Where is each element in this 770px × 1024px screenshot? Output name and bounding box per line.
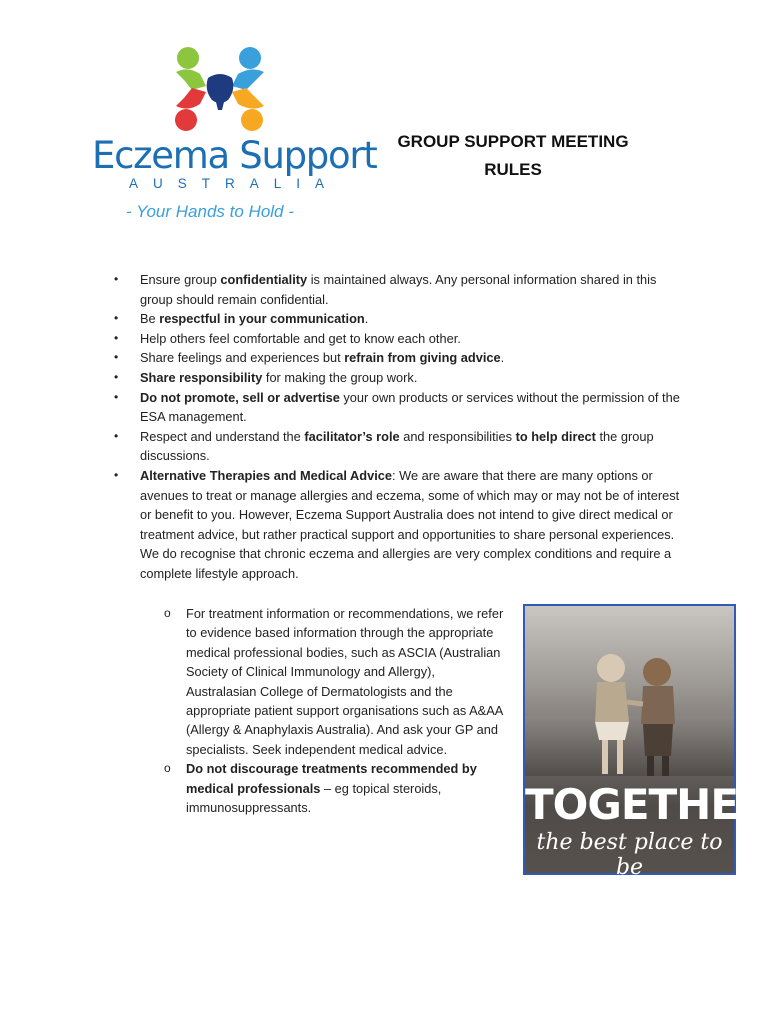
together-photo (523, 604, 770, 880)
logo-tagline: - Your Hands to Hold - (126, 202, 294, 221)
rule-text: Be (140, 311, 160, 327)
rule-no-promotion (112, 388, 682, 427)
rule-text: : We are aware that there are many options or avenues to treat or manage allergies and eczema, some of which may or may not be of interest or benefit to you. However, Eczema Support Australia does not intend to give direct medical or treatment advice, but rather practical support and opportunities to share personal experiences. We do recognise that chronic eczema and allergies are very complex conditions and require a complete lifestyle approach. (140, 467, 680, 581)
rule-help-others (112, 329, 682, 349)
bullet: • (114, 311, 119, 326)
bullet: • (114, 467, 119, 482)
subrule-do-not-discourage (164, 759, 508, 817)
subrule-emphasis: Do not discourage treatments recommended by medical professionals (186, 761, 477, 796)
rule-emphasis: to help direct (515, 428, 596, 444)
title-line-2: RULES (484, 160, 542, 179)
rule-emphasis: confidentiality (220, 272, 308, 287)
rule-text: Respect and understand the (140, 428, 305, 444)
rule-emphasis: Share responsibility (140, 369, 263, 385)
circle-bullet: o (164, 761, 171, 776)
rule-text: for making the group work. (262, 369, 418, 385)
rule-text: Ensure group (140, 272, 221, 287)
eczema-support-logo (92, 44, 377, 234)
rule-alternative-therapies (112, 466, 682, 584)
rule-text: . (500, 350, 505, 366)
rule-share-responsibility (112, 368, 682, 388)
bullet: • (114, 330, 119, 345)
circle-bullet: o (164, 606, 171, 620)
sub-rules-list (164, 604, 508, 817)
page-title (372, 128, 654, 184)
rule-text: Help others feel comfortable and get to know each other. (140, 330, 461, 346)
photo-caption-script: the best place to be (536, 830, 723, 880)
bullet: • (114, 428, 119, 443)
rule-text: your own products or services without the permission of the ESA management. (140, 389, 680, 425)
rule-share-feelings (112, 348, 682, 368)
rule-text: is maintained always. Any personal information shared in this group should remain confidential. (140, 272, 657, 307)
rule-facilitator (112, 427, 682, 466)
rule-text: and responsibilities (399, 428, 516, 444)
subrule-text: For treatment information or recommendations, we refer to evidence based information through the appropriate medical professional bodies, such as ASCIA (Australian Society of Clinical Immunology and Allergy), Australasian College of Dermatologists and the appropriate patient support organisations such as A&AA (Allergy & Anaphylaxis Australia). And ask your GP and specialists. Seek independent medical advice. (186, 606, 504, 757)
rules-list (112, 270, 682, 584)
rule-emphasis: Do not promote, sell or advertise (140, 389, 340, 405)
rule-text: . (364, 311, 369, 327)
subrule-text: – eg topical steroids, immunosuppressants. (186, 780, 442, 816)
bullet: • (114, 350, 119, 365)
logo-country: AUSTRALIA (129, 176, 340, 191)
rule-emphasis: respectful in your communication (159, 311, 365, 327)
rule-text: the group discussions. (140, 428, 654, 464)
logo-hands-icon (170, 44, 270, 134)
subrule-treatment-info (164, 604, 508, 759)
rule-emphasis: Alternative Therapies and Medical Advice (140, 467, 392, 483)
rule-respectful (112, 309, 682, 329)
bullet: • (114, 272, 119, 286)
rule-emphasis: refrain from giving advice (344, 350, 501, 366)
rule-emphasis: facilitator’s role (304, 428, 400, 444)
bullet: • (114, 389, 119, 404)
photo-caption-big: TOGETHER (525, 780, 770, 829)
bullet: • (114, 369, 119, 384)
logo-name: Eczema Support (92, 134, 377, 177)
rule-text: Share feelings and experiences but (140, 350, 345, 366)
title-line-1: GROUP SUPPORT MEETING (397, 132, 629, 151)
rule-confidentiality (112, 270, 682, 309)
